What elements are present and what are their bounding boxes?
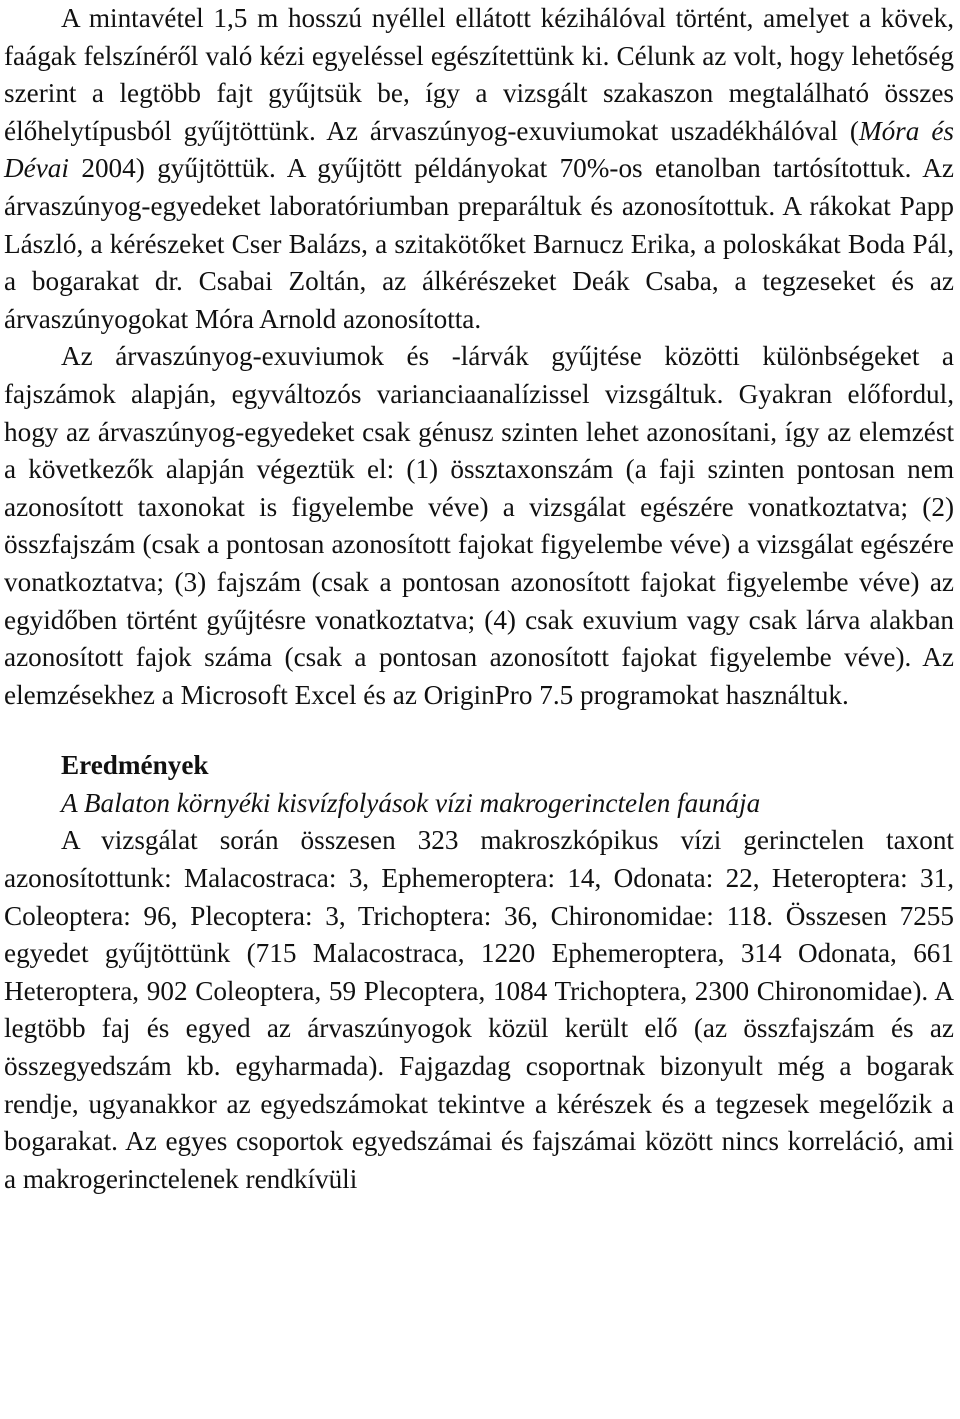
methods-paragraph-1-text-b: 2004) gyűjtöttük. A gyűjtött példányokat 70%-os etanolban tartósítottuk. Az árvaszúnyog-egyedeket laboratóriumban preparáltuk és azonosítottuk. A rákokat Papp László, a kérészeket Cser Balázs, a szitakötőket Barnucz Erika, a poloskákat Boda Pál, a bogarakat dr. Csabai Zoltán, az álkérészeket Deák Csaba, a tegzeseket és az árvaszúnyogokat Móra Arnold azonosította. <box>4 153 954 334</box>
section-heading-results: Eredmények <box>61 750 209 781</box>
methods-paragraph-2: Az árvaszúnyog-exuviumok és -lárvák gyűjtése közötti különbségeket a fajszámok alapján, egyváltozós varianciaanalízissel vizsgáltuk. Gyakran előfordul, hogy az árvaszúnyog-egyedeket csak génusz szinten lehet azonosítani, így az elemzést a következők alapján végeztük el: (1) össztaxonszám (a faji szinten pontosan nem azonosított taxonokat is figyelembe véve) a vizsgálat egészére vonatkoztatva; (2) összfajszám (csak a pontosan azonosított fajokat figyelembe véve) a vizsgálat egészére vonatkoztatva; (3) fajszám (csak a pontosan azonosított fajokat figyelembe véve) az egyidőben történt gyűjtésre vonatkoztatva; (4) csak exuvium vagy csak lárva alakban azonosított fajok száma (csak a pontosan azonosított fajokat figyelembe véve). Az elemzésekhez a Microsoft Excel és az OriginPro 7.5 programokat használtuk. <box>4 341 954 710</box>
results-paragraph-1: A vizsgálat során összesen 323 makroszkópikus vízi gerinctelen taxont azonosítottunk: Malacostraca: 3, Ephemeroptera: 14, Odonata: 22, Heteroptera: 31, Coleoptera: 96, Plecoptera: 3, Trichoptera: 36, Chironomidae: 118. Összesen 7255 egyedet gyűjtöttünk (715 Malacostraca, 1220 Ephemeroptera, 314 Odonata, 661 Heteroptera, 902 Coleoptera, 59 Plecoptera, 1084 Trichoptera, 2300 Chironomidae). A legtöbb faj és egyed az árvaszúnyogok közül került elő (az összfajszám és az összegyedszám kb. egyharmada). Fajgazdag csoportnak bizonyult még a bogarak rendje, ugyanakkor az egyedszámokat tekintve a kérészek és a tegzesek megelőzik a bogarakat. Az egyes csoportok egyedszámai és fajszámai között nincs korreláció, ami a makrogerinctelenek rendkívüli <box>4 825 954 1194</box>
methods-paragraph-1 <box>4 0 954 338</box>
methods-paragraph-1-text-a: A mintavétel 1,5 m hosszú nyéllel ellátott kézihálóval történt, amelyet a kövek, faágak felszínéről való kézi egyeléssel egészítettünk ki. Célunk az volt, hogy lehetőség szerint a legtöbb fajt gyűjtsük be, így a vizsgált szakaszon megtalálható összes élőhelytípusból gyűjtöttünk. Az árvaszúnyog-exuviumokat uszadékhálóval ( <box>4 3 954 146</box>
document-page <box>4 0 954 1198</box>
subsection-heading: A Balaton környéki kisvízfolyások vízi makrogerinctelen faunája <box>61 787 761 818</box>
citation-authors: Móra és Dévai <box>4 115 954 184</box>
section-spacer <box>4 714 954 747</box>
